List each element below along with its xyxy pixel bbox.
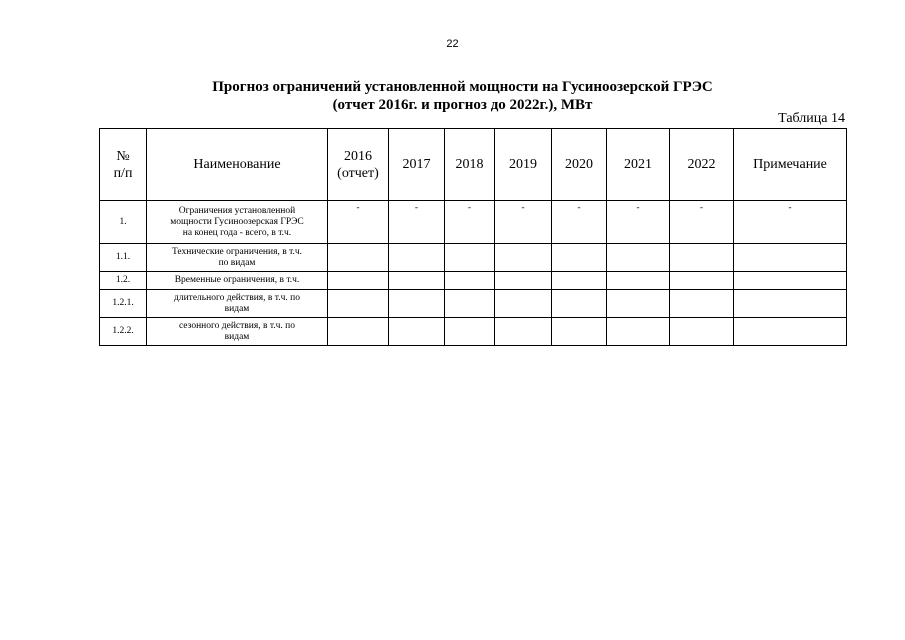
- header-2018: 2018: [445, 129, 495, 201]
- value-2020: -: [552, 201, 607, 244]
- value-2022: [670, 318, 734, 346]
- value-2016: [328, 318, 389, 346]
- value-2017: [389, 318, 445, 346]
- header-name: Наименование: [147, 129, 328, 201]
- header-2021: 2021: [607, 129, 670, 201]
- header-num-line-2: п/п: [113, 165, 133, 181]
- row-num: 1.: [100, 201, 147, 244]
- row-name-line: видам: [224, 331, 250, 342]
- row-name-line: Временные ограничения, в т.ч.: [174, 275, 300, 285]
- value-2020: [552, 244, 607, 272]
- value-note: [734, 318, 847, 346]
- table-row: [100, 318, 847, 346]
- value-2021: [607, 272, 670, 290]
- capacity-limits-table: [99, 128, 847, 346]
- value-2022: [670, 290, 734, 318]
- header-note: Примечание: [734, 129, 847, 201]
- value-2018: -: [445, 201, 495, 244]
- row-name-line: сезонного действия, в т.ч. по: [178, 320, 296, 331]
- value-note: [734, 244, 847, 272]
- row-name: [147, 318, 328, 346]
- table-header-row: [100, 129, 847, 201]
- value-2017: [389, 244, 445, 272]
- value-2022: [670, 244, 734, 272]
- value-2019: [495, 244, 552, 272]
- value-note: [734, 272, 847, 290]
- value-2018: [445, 272, 495, 290]
- header-2016: [328, 129, 389, 201]
- value-2016: [328, 272, 389, 290]
- row-name-line: мощности Гусиноозерская ГРЭС: [170, 216, 304, 227]
- row-name: [147, 272, 328, 290]
- row-name-line: длительного действия, в т.ч. по: [174, 292, 300, 303]
- page-number: 22: [446, 38, 459, 50]
- value-2021: [607, 290, 670, 318]
- header-2022: 2022: [670, 129, 734, 201]
- row-num: 1.2.1.: [100, 290, 147, 318]
- value-2021: [607, 318, 670, 346]
- table-row: [100, 244, 847, 272]
- table-row: [100, 272, 847, 290]
- row-name-line: по видам: [218, 257, 256, 268]
- header-2017: 2017: [389, 129, 445, 201]
- table-caption: Таблица 14: [778, 111, 845, 126]
- header-2019: 2019: [495, 129, 552, 201]
- row-name: [147, 290, 328, 318]
- value-note: -: [734, 201, 847, 244]
- value-2021: -: [607, 201, 670, 244]
- value-2018: [445, 290, 495, 318]
- value-2018: [445, 318, 495, 346]
- value-2021: [607, 244, 670, 272]
- value-2017: [389, 290, 445, 318]
- value-2016: -: [328, 201, 389, 244]
- header-num: [100, 129, 147, 201]
- value-2016: [328, 290, 389, 318]
- table-row: [100, 290, 847, 318]
- header-num-line-1: №: [116, 148, 130, 164]
- value-2017: -: [389, 201, 445, 244]
- value-2020: [552, 272, 607, 290]
- title-line-1: Прогноз ограничений установленной мощности на Гусиноозерской ГРЭС: [212, 79, 713, 95]
- header-2016-line-1: 2016: [344, 148, 372, 164]
- row-name: [147, 244, 328, 272]
- header-2016-line-2: (отчет): [337, 165, 379, 181]
- row-name-line: на конец года - всего, в т.ч.: [182, 227, 292, 238]
- row-name-line: видам: [224, 303, 250, 314]
- value-2020: [552, 290, 607, 318]
- row-num: 1.1.: [100, 244, 147, 272]
- row-name-line: Ограничения установленной: [178, 205, 296, 216]
- row-num: 1.2.: [100, 272, 147, 290]
- value-2017: [389, 272, 445, 290]
- value-2022: -: [670, 201, 734, 244]
- value-2016: [328, 244, 389, 272]
- title-line-2: (отчет 2016г. и прогноз до 2022г.), МВт: [332, 97, 593, 113]
- value-2019: [495, 290, 552, 318]
- value-2019: -: [495, 201, 552, 244]
- page-title: [100, 78, 825, 114]
- row-name-line: Технические ограничения, в т.ч.: [171, 246, 303, 257]
- header-2020: 2020: [552, 129, 607, 201]
- value-2018: [445, 244, 495, 272]
- row-name: [147, 201, 328, 244]
- table-row: [100, 201, 847, 244]
- row-num: 1.2.2.: [100, 318, 147, 346]
- value-2022: [670, 272, 734, 290]
- value-2020: [552, 318, 607, 346]
- value-note: [734, 290, 847, 318]
- value-2019: [495, 318, 552, 346]
- value-2019: [495, 272, 552, 290]
